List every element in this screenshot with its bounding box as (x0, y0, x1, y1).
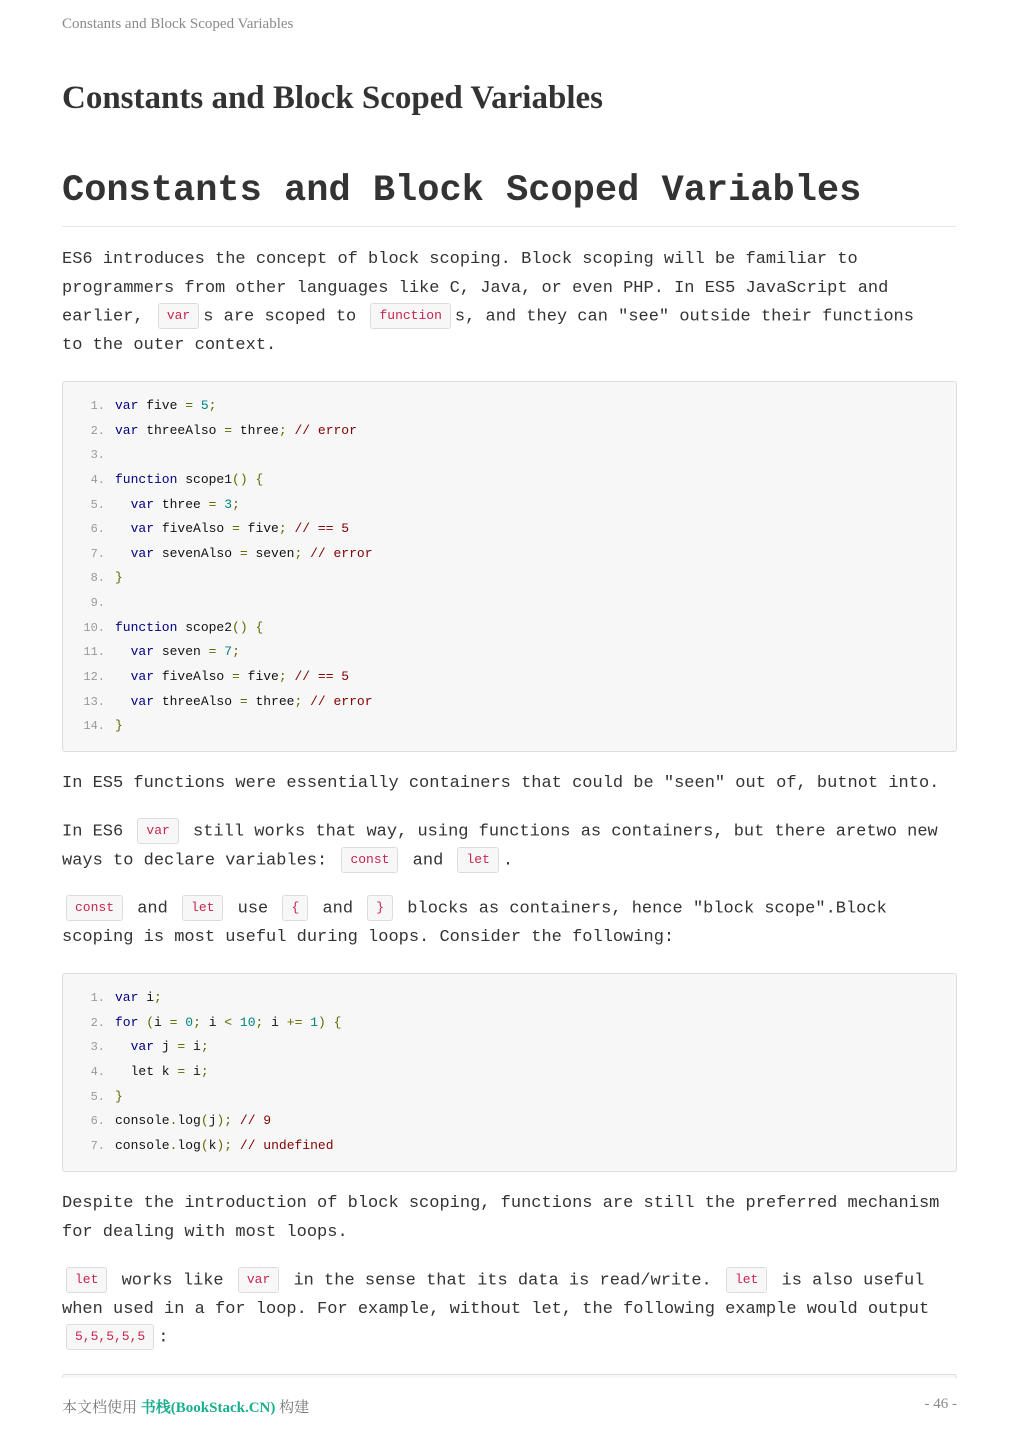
code-text: var sevenAlso = seven; // error (130, 545, 373, 561)
text-fragment: earlier, (62, 307, 144, 327)
line-number: 5 . (63, 493, 115, 518)
code-line (63, 394, 956, 419)
code-line (63, 986, 956, 1011)
code-text: } (115, 718, 123, 734)
paragraph-es6-declarations (62, 818, 962, 876)
text-fragment: : (158, 1328, 169, 1348)
text-fragment: and (137, 899, 168, 919)
text-line: Despite the introduction of block scoping, functions are still the preferred mechanism (62, 1194, 940, 1213)
code-text: var five = 5; (115, 398, 217, 413)
code-text: let k = i; (115, 1063, 209, 1079)
code-line (63, 665, 956, 690)
text-line (62, 1324, 962, 1353)
inline-code-left-brace: { (282, 895, 308, 921)
line-number: 8 . (63, 566, 115, 591)
line-number: 1 . (63, 394, 115, 419)
code-line (63, 542, 956, 567)
code-line (63, 1060, 956, 1085)
footer-brand-link[interactable]: 书栈(BookStack.CN) (140, 1400, 276, 1416)
line-number: 2 . (63, 1011, 115, 1036)
text-fragment: s are scoped to (203, 307, 357, 327)
code-text: var seven = 7; (130, 644, 240, 660)
line-number: 5 . (63, 1085, 115, 1110)
code-text: } (115, 570, 123, 586)
code-line (63, 1085, 956, 1110)
code-text: function scope1() { (115, 471, 264, 487)
line-number: 14 . (63, 714, 115, 739)
inline-code-let: let (66, 1267, 107, 1293)
text-line (62, 895, 962, 924)
paragraph-loops (62, 1190, 962, 1247)
code-line (63, 616, 956, 641)
code-text: console.log(k); // undefined (115, 1137, 334, 1153)
code-text: var threeAlso = three; // error (130, 693, 373, 709)
line-number: 3 . (63, 1035, 115, 1060)
inline-code-let: let (457, 847, 498, 873)
text-fragment: s, and they can "see" outside their functions (454, 307, 914, 327)
text-fragment: works like (121, 1271, 224, 1291)
text-fragment: is also useful (781, 1271, 925, 1291)
inline-code-output: 5,5,5,5,5 (66, 1324, 154, 1350)
code-line (63, 1035, 956, 1060)
inline-code-var: var (137, 818, 178, 844)
code-line (63, 419, 956, 444)
page-number: - 46 - (924, 1396, 957, 1412)
text-line: scoping is most useful during loops. Consider the following: (62, 927, 675, 947)
line-number: 13 . (63, 690, 115, 715)
code-text: var three = 3; (130, 496, 240, 512)
text-line (62, 847, 962, 876)
code-text: var threeAlso = three; // error (115, 422, 357, 438)
inline-code-const: const (66, 895, 123, 921)
section-title: Constants and Block Scoped Variables (62, 170, 956, 227)
line-number: 4 . (63, 468, 115, 493)
page-title: Constants and Block Scoped Variables (62, 80, 603, 116)
code-text: function scope2() { (115, 619, 264, 635)
code-line (63, 468, 956, 493)
text-line: for dealing with most loops. (62, 1222, 348, 1242)
intro-paragraph (62, 246, 962, 360)
text-line: ES6 introduces the concept of block scoping. Block scoping will be familiar to (62, 250, 858, 269)
code-text: var i; (115, 990, 162, 1005)
code-line (63, 493, 956, 518)
line-number: 1 . (63, 986, 115, 1011)
running-header: Constants and Block Scoped Variables (62, 16, 294, 32)
text-fragment: blocks as containers, hence "block scope".Block (407, 899, 887, 919)
inline-code-right-brace: } (367, 895, 393, 921)
text-fragment: still works that way, using functions as containers, but there aretwo new (193, 822, 938, 842)
text-line (62, 818, 962, 847)
line-number: 6 . (63, 1109, 115, 1134)
text-fragment: ways to declare variables: (62, 851, 328, 871)
line-number: 7 . (63, 1134, 115, 1159)
code-line (63, 517, 956, 542)
text-line (62, 1267, 962, 1296)
code-text: var fiveAlso = five; // == 5 (130, 521, 350, 537)
footer-credit (62, 1396, 309, 1417)
code-line (63, 1109, 956, 1134)
code-line (63, 714, 956, 739)
text-fragment: In ES6 (62, 822, 124, 842)
text-fragment: and (322, 899, 354, 919)
line-number: 3 . (63, 443, 115, 468)
text-line: programmers from other languages like C, Java, or even PHP. In ES5 JavaScript and (62, 278, 889, 298)
code-block-scope-example (62, 381, 957, 752)
code-line (63, 640, 956, 665)
text-line (62, 303, 962, 332)
line-number: 9 . (63, 591, 115, 616)
paragraph-es5-functions: In ES5 functions were essentially containers that could be "seen" out of, butnot into. (62, 774, 940, 793)
inline-code-let: let (182, 895, 223, 921)
text-fragment: in the sense that its data is read/write. (293, 1271, 712, 1291)
line-number: 7 . (63, 542, 115, 567)
text-fragment: . (502, 851, 514, 871)
inline-code-var: var (238, 1267, 279, 1293)
footer-suffix: 构建 (279, 1400, 310, 1416)
inline-code-function: function (370, 303, 450, 329)
text-line: to the outer context. (62, 335, 277, 355)
inline-code-let: let (726, 1267, 767, 1293)
paragraph-let-usage (62, 1267, 962, 1353)
code-text: var fiveAlso = five; // == 5 (130, 669, 350, 685)
code-text: console.log(j); // 9 (115, 1113, 272, 1129)
footer-prefix: 本文档使用 (62, 1400, 138, 1416)
code-line (63, 1134, 956, 1159)
line-number: 2 . (63, 419, 115, 444)
paragraph-block-scope (62, 895, 962, 952)
text-line: when used in a for loop. For example, without let, the following example would output (62, 1299, 930, 1319)
code-line (63, 566, 956, 591)
code-text: var j = i; (130, 1039, 209, 1055)
code-line (63, 443, 956, 468)
inline-code-var: var (158, 303, 199, 329)
code-line (63, 1011, 956, 1036)
text-fragment: use (237, 899, 269, 919)
line-number: 10 . (63, 616, 115, 641)
inline-code-const: const (341, 847, 398, 873)
line-number: 4 . (63, 1060, 115, 1085)
code-block-loop-example (62, 973, 957, 1172)
text-fragment: and (412, 851, 444, 871)
line-number: 12 . (63, 665, 115, 690)
code-line (63, 591, 956, 616)
line-number: 6 . (63, 517, 115, 542)
code-text: for (i = 0; i < 10; i += 1) { (115, 1014, 342, 1030)
code-line (63, 690, 956, 715)
line-number: 11 . (63, 640, 115, 665)
code-text: } (115, 1088, 123, 1104)
